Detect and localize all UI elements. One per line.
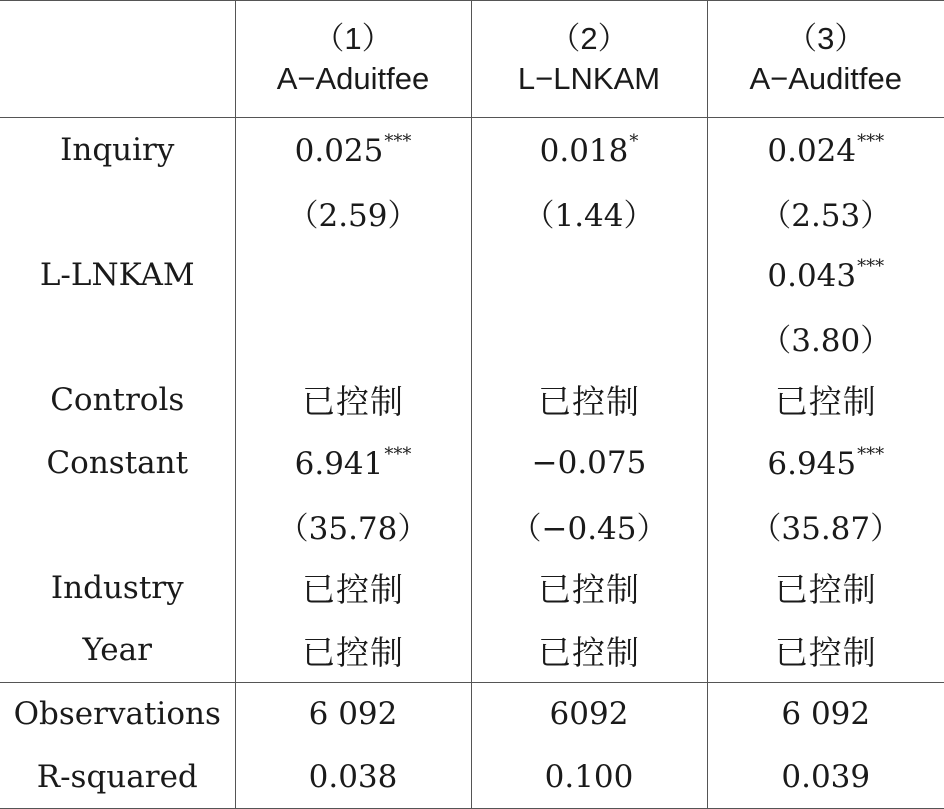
table-cell [235,619,471,682]
table-cell [471,306,707,369]
table-cell [471,494,707,557]
cell-value: 0.038 [308,758,398,795]
cell-value: 已控制 [774,632,877,672]
cell-value: （35.78） [277,510,429,547]
row-label: Observations [0,682,235,745]
cell-value: 0.024 [767,132,857,169]
table-cell [707,682,944,745]
table-body [0,118,944,809]
table-cell [235,181,471,244]
cell-value: 已控制 [538,382,640,422]
column-number: （3） [786,21,866,57]
table-row [0,556,944,619]
table-cell [471,369,707,432]
table-row [0,306,944,369]
cell-value: −0.075 [531,444,647,481]
table-row [0,369,944,432]
table-row [0,431,944,494]
cell-value: 已控制 [302,382,404,422]
column-name: A−Auditfee [749,61,903,97]
column-header [235,1,471,118]
table-cell [471,556,707,619]
table-cell [471,745,707,808]
row-label: L-LNKAM [39,256,195,293]
table-cell [707,556,944,619]
table-row [0,682,944,745]
cell-value: 已控制 [538,632,640,672]
cell-value: （35.87） [750,510,902,547]
cell-value: （1.44） [523,197,655,234]
table-cell [235,745,471,808]
column-header [471,1,707,118]
row-label: R-squared [0,745,235,808]
table-cell [471,431,707,494]
cell-value: 0.039 [781,758,871,795]
table-row [0,494,944,557]
column-name: L−LNKAM [517,61,661,97]
table-cell [471,243,707,306]
table-cell [707,118,944,181]
significance-stars: *** [857,255,885,277]
header-corner [0,1,235,118]
cell-value: 6 092 [308,695,398,732]
cell-value: 0.043 [767,257,857,294]
cell-value: 6.941 [294,445,384,482]
cell-value: （2.53） [760,197,892,234]
table-row [0,243,944,306]
table-row [0,181,944,244]
cell-value: 6 092 [781,695,871,732]
row-label [0,306,235,369]
cell-value: 已控制 [302,632,404,672]
table-cell [235,494,471,557]
column-number: （1） [313,21,393,57]
row-label: Inquiry [60,131,175,168]
column-header [707,1,944,118]
row-label: Constant [46,444,189,481]
cell-value: 6092 [549,695,629,732]
table-cell [707,369,944,432]
table-cell [235,431,471,494]
cell-value: 已控制 [302,570,404,610]
table-cell [707,619,944,682]
column-number: （2） [549,21,629,57]
significance-stars: *** [384,443,412,465]
table-cell [471,682,707,745]
cell-value: 已控制 [538,570,640,610]
cell-value: 6.945 [767,445,857,482]
column-name: A−Aduitfee [276,61,430,97]
header-row [0,1,944,118]
cell-value: （3.80） [760,322,892,359]
table-cell [471,181,707,244]
table-cell [471,619,707,682]
table-cell [471,118,707,181]
significance-stars: *** [857,130,885,152]
row-label [0,181,235,244]
significance-stars: *** [857,443,885,465]
table-cell [235,243,471,306]
table-row [0,745,944,808]
significance-stars: * [629,130,639,152]
table-row [0,619,944,682]
row-label: Year [82,632,152,669]
table-cell [235,682,471,745]
table-cell [707,181,944,244]
cell-value: （2.59） [287,197,419,234]
cell-value: 已控制 [774,382,877,422]
cell-value: 0.100 [544,758,634,795]
row-label [0,494,235,557]
table-cell [707,745,944,808]
table-cell [707,494,944,557]
cell-value: 0.018 [539,132,629,169]
table-cell [235,306,471,369]
table-cell [235,556,471,619]
row-label: Industry [50,569,184,606]
cell-value: （−0.45） [510,510,668,547]
table-cell [707,431,944,494]
table-cell [707,243,944,306]
table-cell [235,369,471,432]
table-cell [707,306,944,369]
cell-value: 已控制 [774,570,877,610]
row-label: Controls [50,381,185,418]
table-cell [235,118,471,181]
significance-stars: *** [384,130,412,152]
cell-value: 0.025 [294,132,384,169]
table-row [0,118,944,181]
